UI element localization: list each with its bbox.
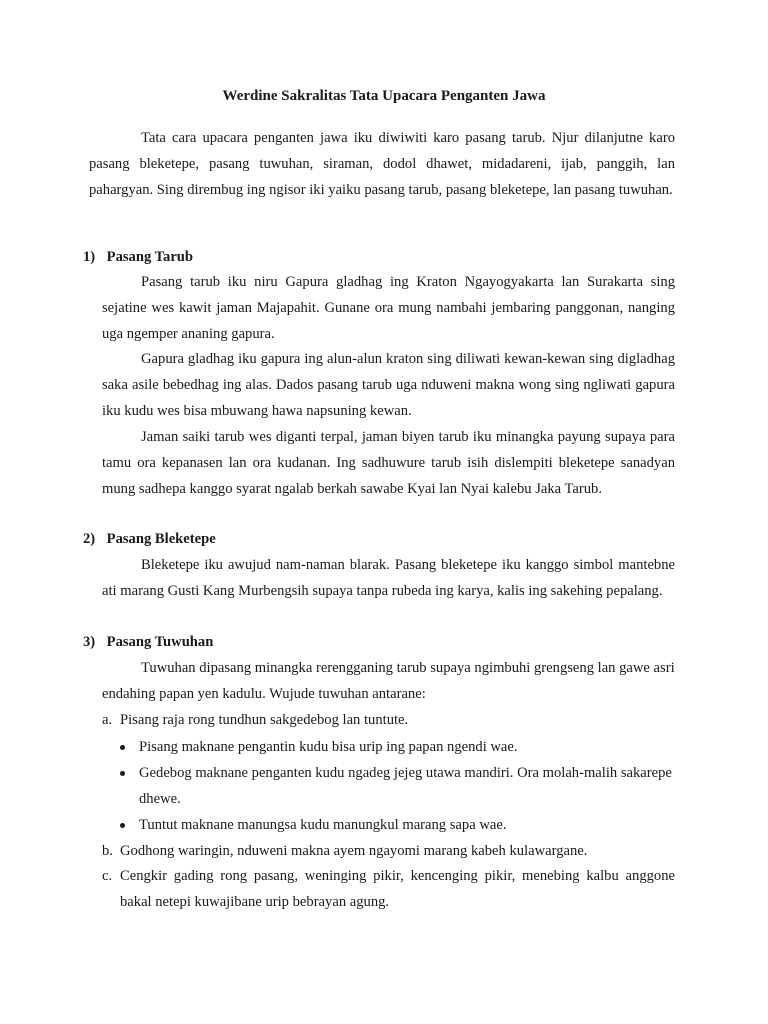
bullet-icon xyxy=(120,745,125,750)
list-item xyxy=(102,864,675,916)
bullet-text: Tuntut maknane manungsa kudu manungkul marang sapa wae. xyxy=(139,817,507,833)
section-paragraph: Tuwuhan dipasang minangka rerengganing tarub supaya ngimbuhi grengseng lan gawe asri endahing papan yen kadulu. Wujude tuwuhan antarane: xyxy=(102,660,675,702)
bullet-item xyxy=(120,761,675,813)
list-item-text: Pisang raja rong tundhun sakgedebog lan tuntute. xyxy=(120,712,409,728)
section-heading-text: Pasang Bleketepe xyxy=(106,531,216,547)
document-title: Werdine Sakralitas Tata Upacara Penganten Jawa xyxy=(222,88,546,104)
section-paragraph: Jaman saiki tarub wes diganti terpal, jaman biyen tarub iku minangka payung supaya para tamu ora kepanasen lan ora kudanan. Ing sadhuwure tarub isih dislempiti bleketepe sanadyan mung sadhepa kanggo syarat ngalab berkah sawabe Kyai lan Nyai kalebu Jaka Tarub. xyxy=(102,429,675,497)
section-paragraph: Pasang tarub iku niru Gapura gladhag ing Kraton Ngayogyakarta lan Surakarta sing sejatine wes kawit jaman Majapahit. Gunane ora mung nambahi jembaring panggonan, nanging uga ngemper ananing gapura. xyxy=(102,274,675,342)
list-item-text: Godhong waringin, nduweni makna ayem ngayomi marang kabeh kulawargane. xyxy=(120,843,588,859)
section-heading-pasang-bleketepe xyxy=(83,531,216,548)
list-item xyxy=(102,708,675,734)
section-paragraph: Bleketepe iku awujud nam-naman blarak. Pasang bleketepe iku kanggo simbol mantebne ati marang Gusti Kang Murbengsih supaya tanpa rubeda ing karya, kalis ing sakehing pepalang. xyxy=(102,557,675,599)
list-marker: b. xyxy=(102,843,113,859)
section-paragraph: Gapura gladhag iku gapura ing alun-alun kraton sing diliwati kewan-kewan sing digladhag saka asile bebedhag ing alas. Dados pasang tarub uga nduweni makna wong sing ngliwati gapura iku kudu wes bisa mbuwang hawa napsuning kewan. xyxy=(102,351,675,419)
bullet-icon xyxy=(120,823,125,828)
section-heading-text: Pasang Tarub xyxy=(106,249,194,265)
bullet-item xyxy=(120,813,675,839)
bullet-item xyxy=(120,735,675,761)
list-item xyxy=(102,839,675,865)
bullet-icon xyxy=(120,771,125,776)
list-item-text: Cengkir gading rong pasang, weninging pikir, kencenging pikir, menebing kalbu anggone bakal netepi kuwajibane urip bebrayan agung. xyxy=(120,868,675,910)
section-heading-pasang-tarub xyxy=(83,249,193,266)
list-marker: c. xyxy=(102,868,113,884)
list-marker: a. xyxy=(102,712,113,728)
bullet-text: Pisang maknane pengantin kudu bisa urip ing papan ngendi wae. xyxy=(139,739,518,755)
section-heading-text: Pasang Tuwuhan xyxy=(106,634,214,650)
intro-paragraph: Tata cara upacara penganten jawa iku diwiwiti karo pasang tarub. Njur dilanjutne karo pasang bleketepe, pasang tuwuhan, siraman, dodol dhawet, midadareni, ijab, panggih, lan pahargyan. Sing dirembug ing ngisor iki yaiku pasang tarub, pasang bleketepe, lan pasang tuwuhan. xyxy=(89,130,675,198)
section-number: 3) xyxy=(83,634,96,650)
section-number: 2) xyxy=(83,531,96,547)
section-heading-pasang-tuwuhan xyxy=(83,634,213,651)
bullet-text: Gedebog maknane penganten kudu ngadeg jejeg utawa mandiri. Ora molah-malih sakarepe dhewe. xyxy=(139,765,672,807)
section-number: 1) xyxy=(83,249,96,265)
